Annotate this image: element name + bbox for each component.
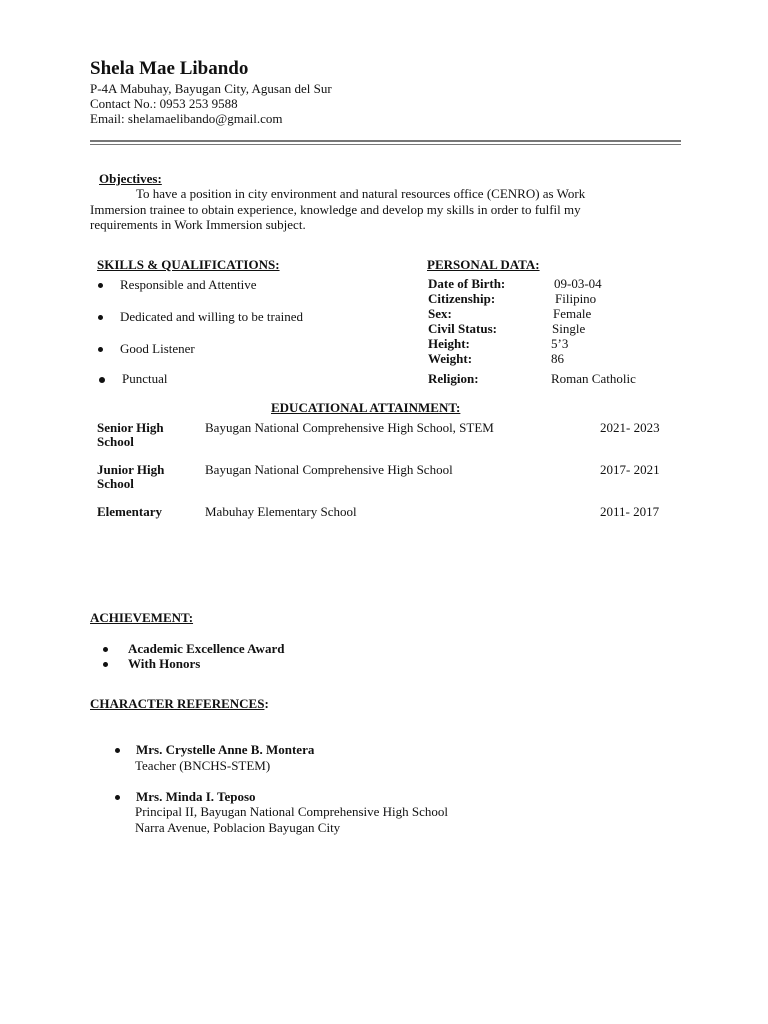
school-name: Bayugan National Comprehensive High School (205, 462, 453, 477)
personal-data-heading: PERSONAL DATA: (427, 257, 540, 272)
bullet-icon (99, 377, 105, 383)
personal-value: Female (553, 306, 592, 321)
personal-label: Religion: (428, 371, 479, 386)
personal-value: 09-03-04 (554, 276, 602, 291)
personal-label: Weight: (428, 351, 473, 366)
objectives-line: requirements in Work Immersion subject. (90, 217, 306, 232)
reference-detail: Narra Avenue, Poblacion Bayugan City (135, 820, 341, 835)
objectives-heading: Objectives: (99, 171, 162, 186)
bullet-icon (98, 315, 103, 320)
education-level: Senior High (97, 420, 164, 435)
reference-detail: Principal II, Bayugan National Comprehensive High School (135, 804, 449, 819)
school-name: Mabuhay Elementary School (205, 504, 357, 519)
bullet-icon (115, 795, 120, 800)
bullet-icon (103, 647, 108, 652)
school-years: 2021- 2023 (600, 420, 660, 435)
education-level: Junior High (97, 462, 165, 477)
references-heading (90, 696, 269, 712)
header-divider (90, 140, 681, 142)
bullet-icon (98, 283, 103, 288)
references-heading-colon: : (264, 696, 269, 711)
school-years: 2017- 2021 (600, 462, 660, 477)
personal-label: Sex: (428, 306, 452, 321)
address: P-4A Mabuhay, Bayugan City, Agusan del Sur (90, 81, 332, 96)
achievement-item: Academic Excellence Award (128, 641, 285, 656)
education-level: Elementary (97, 504, 162, 519)
reference-detail: Teacher (BNCHS-STEM) (135, 758, 271, 773)
personal-label: Height: (428, 336, 470, 351)
email: Email: shelamaelibando@gmail.com (90, 111, 283, 126)
personal-label: Citizenship: (428, 291, 496, 306)
personal-value: Single (552, 321, 586, 336)
bullet-icon (115, 748, 120, 753)
objectives-line: To have a position in city environment and natural resources office (CENRO) as Work (136, 186, 586, 201)
reference-name: Mrs. Crystelle Anne B. Montera (136, 742, 315, 757)
applicant-name: Shela Mae Libando (90, 58, 249, 79)
bullet-icon (103, 662, 108, 667)
skill-item: Dedicated and willing to be trained (120, 309, 304, 324)
school-years: 2011- 2017 (600, 504, 660, 519)
references-heading-text: CHARACTER REFERENCES (90, 696, 265, 711)
personal-value: 86 (551, 351, 564, 366)
skill-item: Punctual (122, 371, 168, 386)
objectives-line: Immersion trainee to obtain experience, knowledge and develop my skills in order to fulfil my (90, 202, 581, 217)
school-name: Bayugan National Comprehensive High School, STEM (205, 420, 494, 435)
personal-label: Civil Status: (428, 321, 497, 336)
personal-label: Date of Birth: (428, 276, 506, 291)
achievement-item: With Honors (128, 656, 201, 671)
education-level: School (97, 476, 134, 491)
bullet-icon (98, 347, 103, 352)
header-divider-thin (90, 144, 681, 145)
personal-value: 5’3 (551, 336, 569, 351)
personal-value: Roman Catholic (551, 371, 636, 386)
skills-heading: SKILLS & QUALIFICATIONS: (97, 257, 280, 272)
skill-item: Good Listener (120, 341, 195, 356)
achievement-heading: ACHIEVEMENT: (90, 610, 194, 625)
education-level: School (97, 434, 134, 449)
skill-item: Responsible and Attentive (120, 277, 257, 292)
reference-name: Mrs. Minda I. Teposo (136, 789, 256, 804)
personal-value: Filipino (555, 291, 597, 306)
contact-number: Contact No.: 0953 253 9588 (90, 96, 238, 111)
education-heading: EDUCATIONAL ATTAINMENT: (271, 400, 461, 415)
